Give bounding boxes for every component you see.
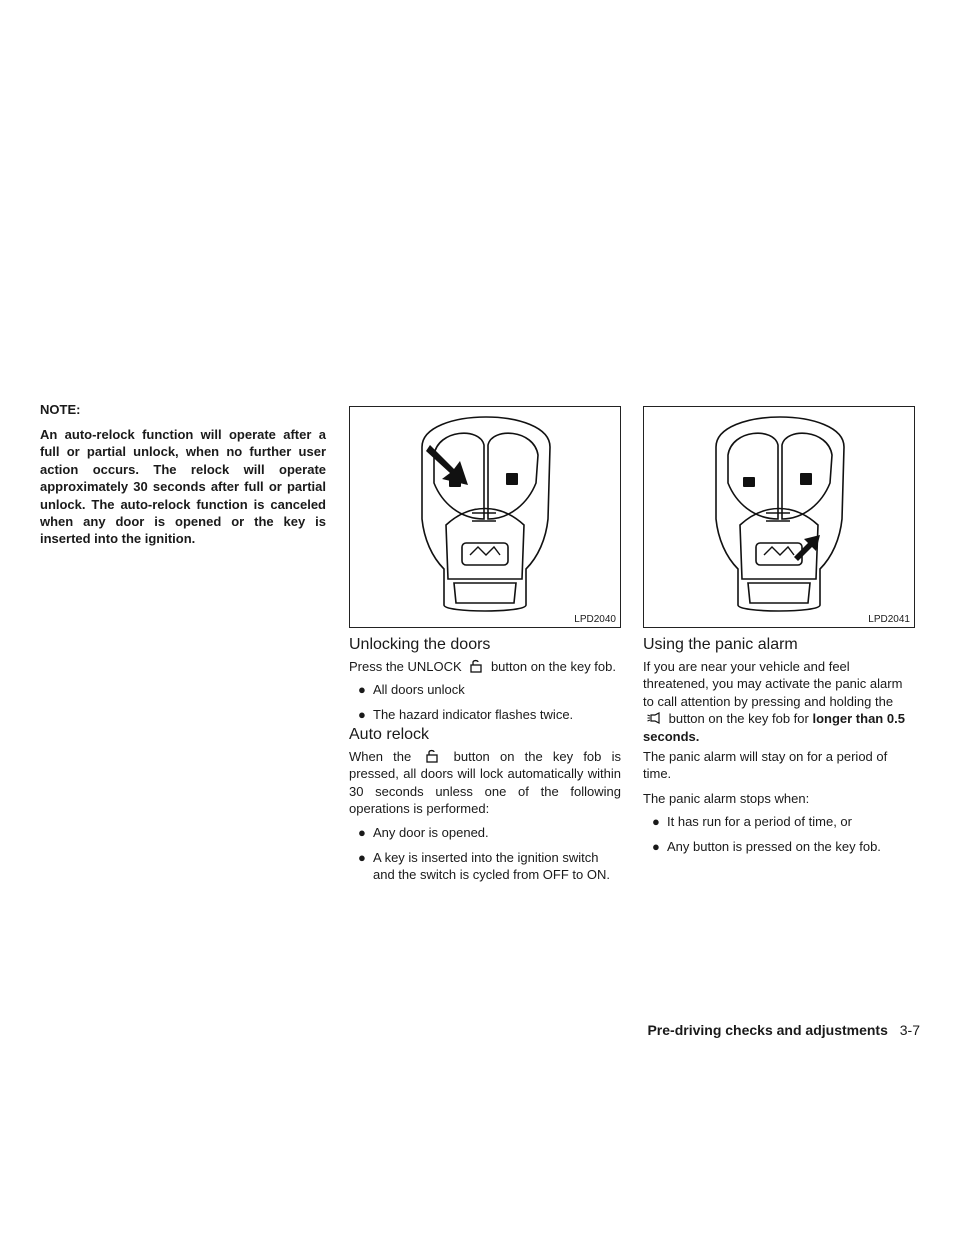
- panic-horn-icon: [647, 711, 661, 725]
- bullet-icon: ●: [358, 849, 366, 865]
- section-unlocking: [349, 636, 621, 723]
- bullet-icon: ●: [358, 706, 366, 722]
- figure-code: LPD2040: [574, 614, 616, 625]
- figure-unlock-keyfob: [349, 406, 621, 628]
- list-item: ● It has run for a period of time, or: [652, 814, 852, 830]
- section-autorelock: [349, 726, 621, 884]
- emphasis-text: longer than 0.5 seconds.: [643, 711, 905, 744]
- list-item: ● All doors unlock: [358, 682, 465, 698]
- unlock-icon: [469, 659, 483, 673]
- intro-text: button on the key fob for: [668, 711, 809, 727]
- intro-text: button on the key fob.: [490, 658, 616, 674]
- bullet-icon: ●: [652, 838, 660, 854]
- bullet-icon: ●: [358, 682, 366, 698]
- note-heading: NOTE:: [40, 402, 81, 417]
- intro-text: button on the key fob is pressed, all doors will lock automatically within 30 seconds unless one of the following operations is performed:: [349, 748, 621, 817]
- list-item: ● The hazard indicator flashes twice.: [358, 706, 574, 722]
- unlock-icon: [425, 749, 439, 763]
- page-number: 3-7: [899, 1022, 920, 1038]
- section-heading: Unlocking the doors: [349, 636, 491, 653]
- page-footer: [647, 1022, 920, 1038]
- section-heading: Auto relock: [349, 726, 430, 743]
- panic-stops-text: The panic alarm stops when:: [643, 790, 810, 806]
- footer-title: Pre-driving checks and adjustments: [647, 1022, 888, 1038]
- figure-code: LPD2041: [868, 614, 910, 625]
- note-text: An auto-relock function will operate after a full or partial unlock, when no further user action occurs. The relock will operate approximately 30 seconds after full or partial unlock. The auto-relock function is canceled when any door is opened or the key is inserted into the ignition.: [40, 427, 326, 547]
- intro-text: If you are near your vehicle and feel threatened, you may activate the panic alarm to call attention by pressing and holding the: [643, 658, 903, 709]
- intro-text: When the: [349, 748, 412, 764]
- section-heading: Using the panic alarm: [643, 636, 798, 653]
- intro-text: Press the UNLOCK: [349, 658, 462, 674]
- list-item: ● Any button is pressed on the key fob.: [652, 838, 881, 854]
- section-panic: [643, 636, 915, 856]
- key-fob-panic-icon: [644, 407, 914, 627]
- bullet-icon: ●: [652, 814, 660, 830]
- bullet-icon: ●: [358, 824, 366, 840]
- panic-stay-text: The panic alarm will stay on for a period of time.: [643, 748, 888, 782]
- list-item: ● A key is inserted into the ignition switch and the switch is cycled from OFF to ON.: [358, 849, 610, 883]
- figure-panic-keyfob: [643, 406, 915, 628]
- key-fob-unlock-icon: [350, 407, 620, 627]
- list-item: ● Any door is opened.: [358, 824, 489, 840]
